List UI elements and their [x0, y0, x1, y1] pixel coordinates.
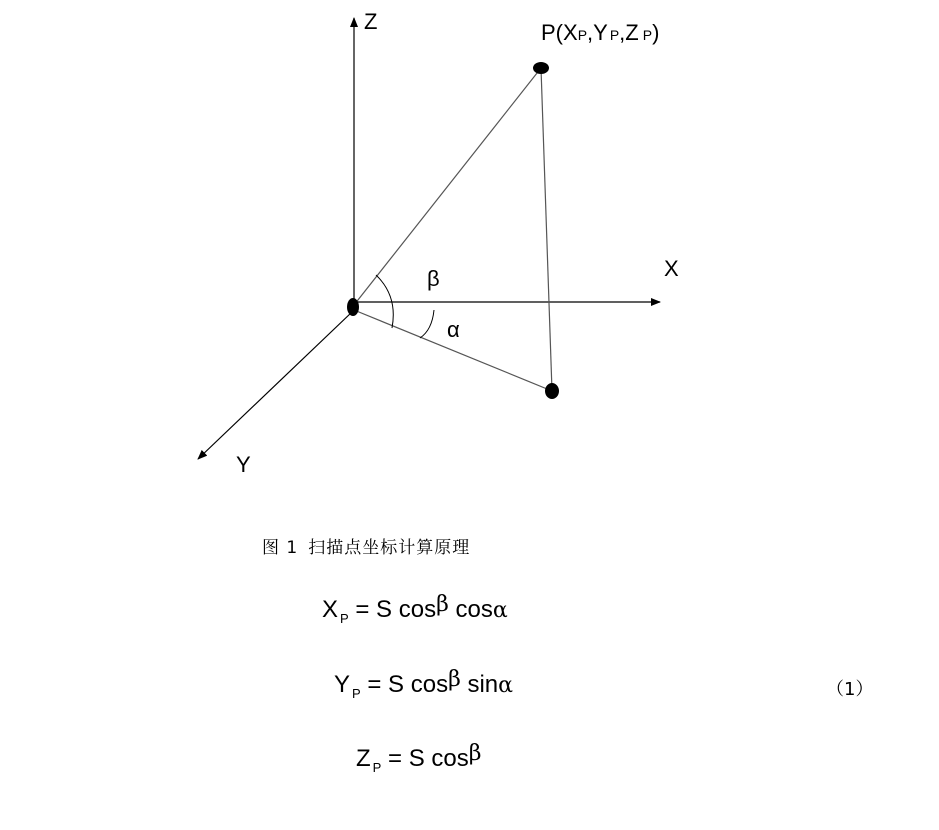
- equation-x-sub: P: [340, 611, 349, 626]
- figure-number: 图 1: [262, 538, 299, 558]
- equation-z-sub: P: [372, 760, 382, 775]
- projection-drop-line: [541, 68, 552, 391]
- equation-x: [322, 592, 508, 628]
- equation-x-alpha: α: [492, 598, 508, 623]
- equation-y-rhs: = S cos: [367, 671, 449, 698]
- equation-z-beta: β: [468, 741, 482, 766]
- equation-y-beta: β: [448, 667, 461, 692]
- figure-caption: [262, 533, 480, 558]
- origin-to-point-line: [354, 68, 541, 305]
- projection-point: [545, 383, 559, 399]
- equation-y: [334, 667, 514, 703]
- x-axis-label: X: [664, 256, 679, 281]
- equation-y-tail: sin: [467, 671, 499, 698]
- equation-x-tail: cos: [455, 596, 493, 623]
- origin-point: [347, 298, 359, 316]
- equation-x-beta: β: [436, 592, 449, 617]
- equation-x-lhs: X: [322, 596, 339, 623]
- equation-y-alpha: α: [498, 673, 514, 698]
- equation-z: [356, 741, 482, 777]
- alpha-arc: [420, 310, 434, 338]
- equation-number: （1）: [826, 679, 874, 700]
- equation-y-sub: P: [352, 686, 361, 701]
- y-axis: [198, 312, 352, 459]
- equation-z-lhs: Z: [356, 745, 371, 772]
- alpha-label: α: [447, 317, 460, 342]
- beta-label: β: [427, 266, 440, 291]
- equation-y-lhs: Y: [334, 671, 351, 698]
- figure-title: 扫描点坐标计算原理: [308, 538, 471, 558]
- y-axis-label: Y: [236, 452, 251, 477]
- equation-z-rhs: = S cos: [388, 745, 469, 772]
- point-p-label: P(XP,Y P,Z P): [541, 20, 660, 45]
- point-p: [533, 62, 549, 74]
- equation-x-rhs: = S cos: [355, 596, 437, 623]
- z-axis-label: Z: [364, 9, 378, 34]
